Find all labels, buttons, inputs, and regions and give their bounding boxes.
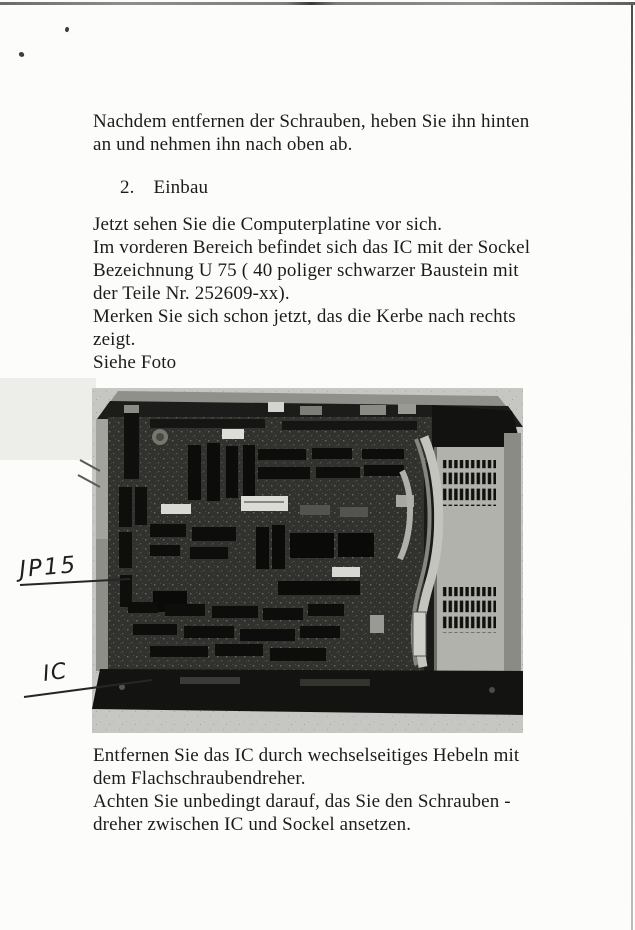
case-top-connector xyxy=(360,405,386,415)
body-line: Im vorderen Bereich befindet sich das IC mit der Sockel xyxy=(93,237,531,258)
bezel-highlight xyxy=(180,677,240,684)
section-number: 2. xyxy=(120,177,135,198)
annotation-jp15-label: JP15 xyxy=(18,552,79,583)
scan-speck xyxy=(64,26,70,32)
annotation-ic-label: IC xyxy=(41,658,70,687)
intro-line: Nachdem entfernen der Schrauben, heben Sie ihn hinten xyxy=(93,111,530,132)
case-left-side-lower xyxy=(96,539,108,671)
body-line: Merken Sie sich schon jetzt, das die Kerbe nach rechts xyxy=(93,306,516,327)
closing-line: Entfernen Sie das IC durch wechselseitiges Hebeln mit xyxy=(93,745,520,766)
case-top-connector xyxy=(300,406,322,415)
intro-line: an und nehmen ihn nach oben ab. xyxy=(93,134,353,155)
scan-speck xyxy=(18,51,24,57)
mainboard-figure xyxy=(0,375,635,745)
bezel-highlight xyxy=(300,679,370,686)
vent-grille-upper xyxy=(441,460,496,506)
body-line: Jetzt sehen Sie die Computerplatine vor sich. xyxy=(93,214,443,235)
section-heading xyxy=(120,176,208,199)
body-line: der Teile Nr. 252609-xx). xyxy=(93,283,290,304)
case-bottom-bezel xyxy=(92,669,523,715)
section-title: Einbau xyxy=(153,177,209,198)
scan-artifact-top-line xyxy=(0,2,635,5)
case-top-connector xyxy=(398,404,416,414)
closing-line: dem Flachschraubendreher. xyxy=(93,768,306,789)
vent-grille-lower xyxy=(441,587,496,633)
closing-line: dreher zwischen IC und Sockel ansetzen. xyxy=(93,814,412,835)
body-line: Siehe Foto xyxy=(93,352,177,373)
case-top-label xyxy=(268,402,284,412)
body-line: zeigt. xyxy=(93,329,136,350)
bezel-screw xyxy=(489,687,495,693)
case-left-side xyxy=(96,419,108,539)
body-line: Bezeichnung U 75 ( 40 poliger schwarzer Baustein mit xyxy=(93,260,519,281)
closing-line: Achten Sie unbedingt darauf, das Sie den Schrauben - xyxy=(93,791,511,812)
case-right-side xyxy=(504,433,521,709)
